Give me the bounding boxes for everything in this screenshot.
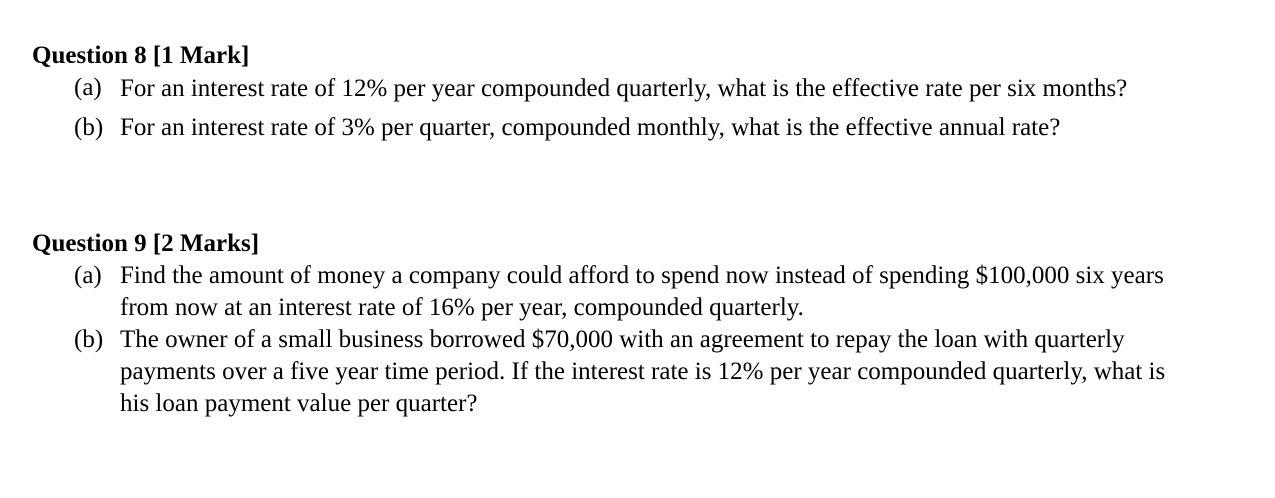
part-text: For an interest rate of 3% per quarter, compounded monthly, what is the effective annual rate?: [120, 114, 1061, 141]
question-9-part-b: [32, 324, 1252, 420]
part-text: For an interest rate of 12% per year compounded quarterly, what is the effective rate per six months?: [120, 75, 1128, 102]
question-9: [32, 228, 1252, 420]
question-8-part-b: [32, 112, 1252, 144]
question-9-part-a: [32, 260, 1252, 324]
question-8: [32, 40, 1252, 144]
question-8-title: Question 8 [1 Mark]: [32, 42, 250, 69]
part-text: The owner of a small business borrowed $70,000 with an agreement to repay the loan with quarterly payments over a five year time period. If the interest rate is 12% per year compounded quarterly, what is his loan payment value per quarter?: [120, 326, 1166, 417]
question-9-title: Question 9 [2 Marks]: [32, 230, 260, 257]
part-marker: (b): [74, 326, 104, 353]
part-marker: (a): [74, 74, 102, 101]
question-8-part-a: [32, 72, 1252, 106]
part-marker: (a): [74, 262, 102, 289]
part-marker: (b): [74, 114, 104, 141]
question-9-parts: [32, 260, 1252, 420]
part-text: Find the amount of money a company could afford to spend now instead of spending $100,000 six years from now at an interest rate of 16% per year, compounded quarterly.: [120, 262, 1164, 321]
question-8-parts: [32, 72, 1252, 144]
